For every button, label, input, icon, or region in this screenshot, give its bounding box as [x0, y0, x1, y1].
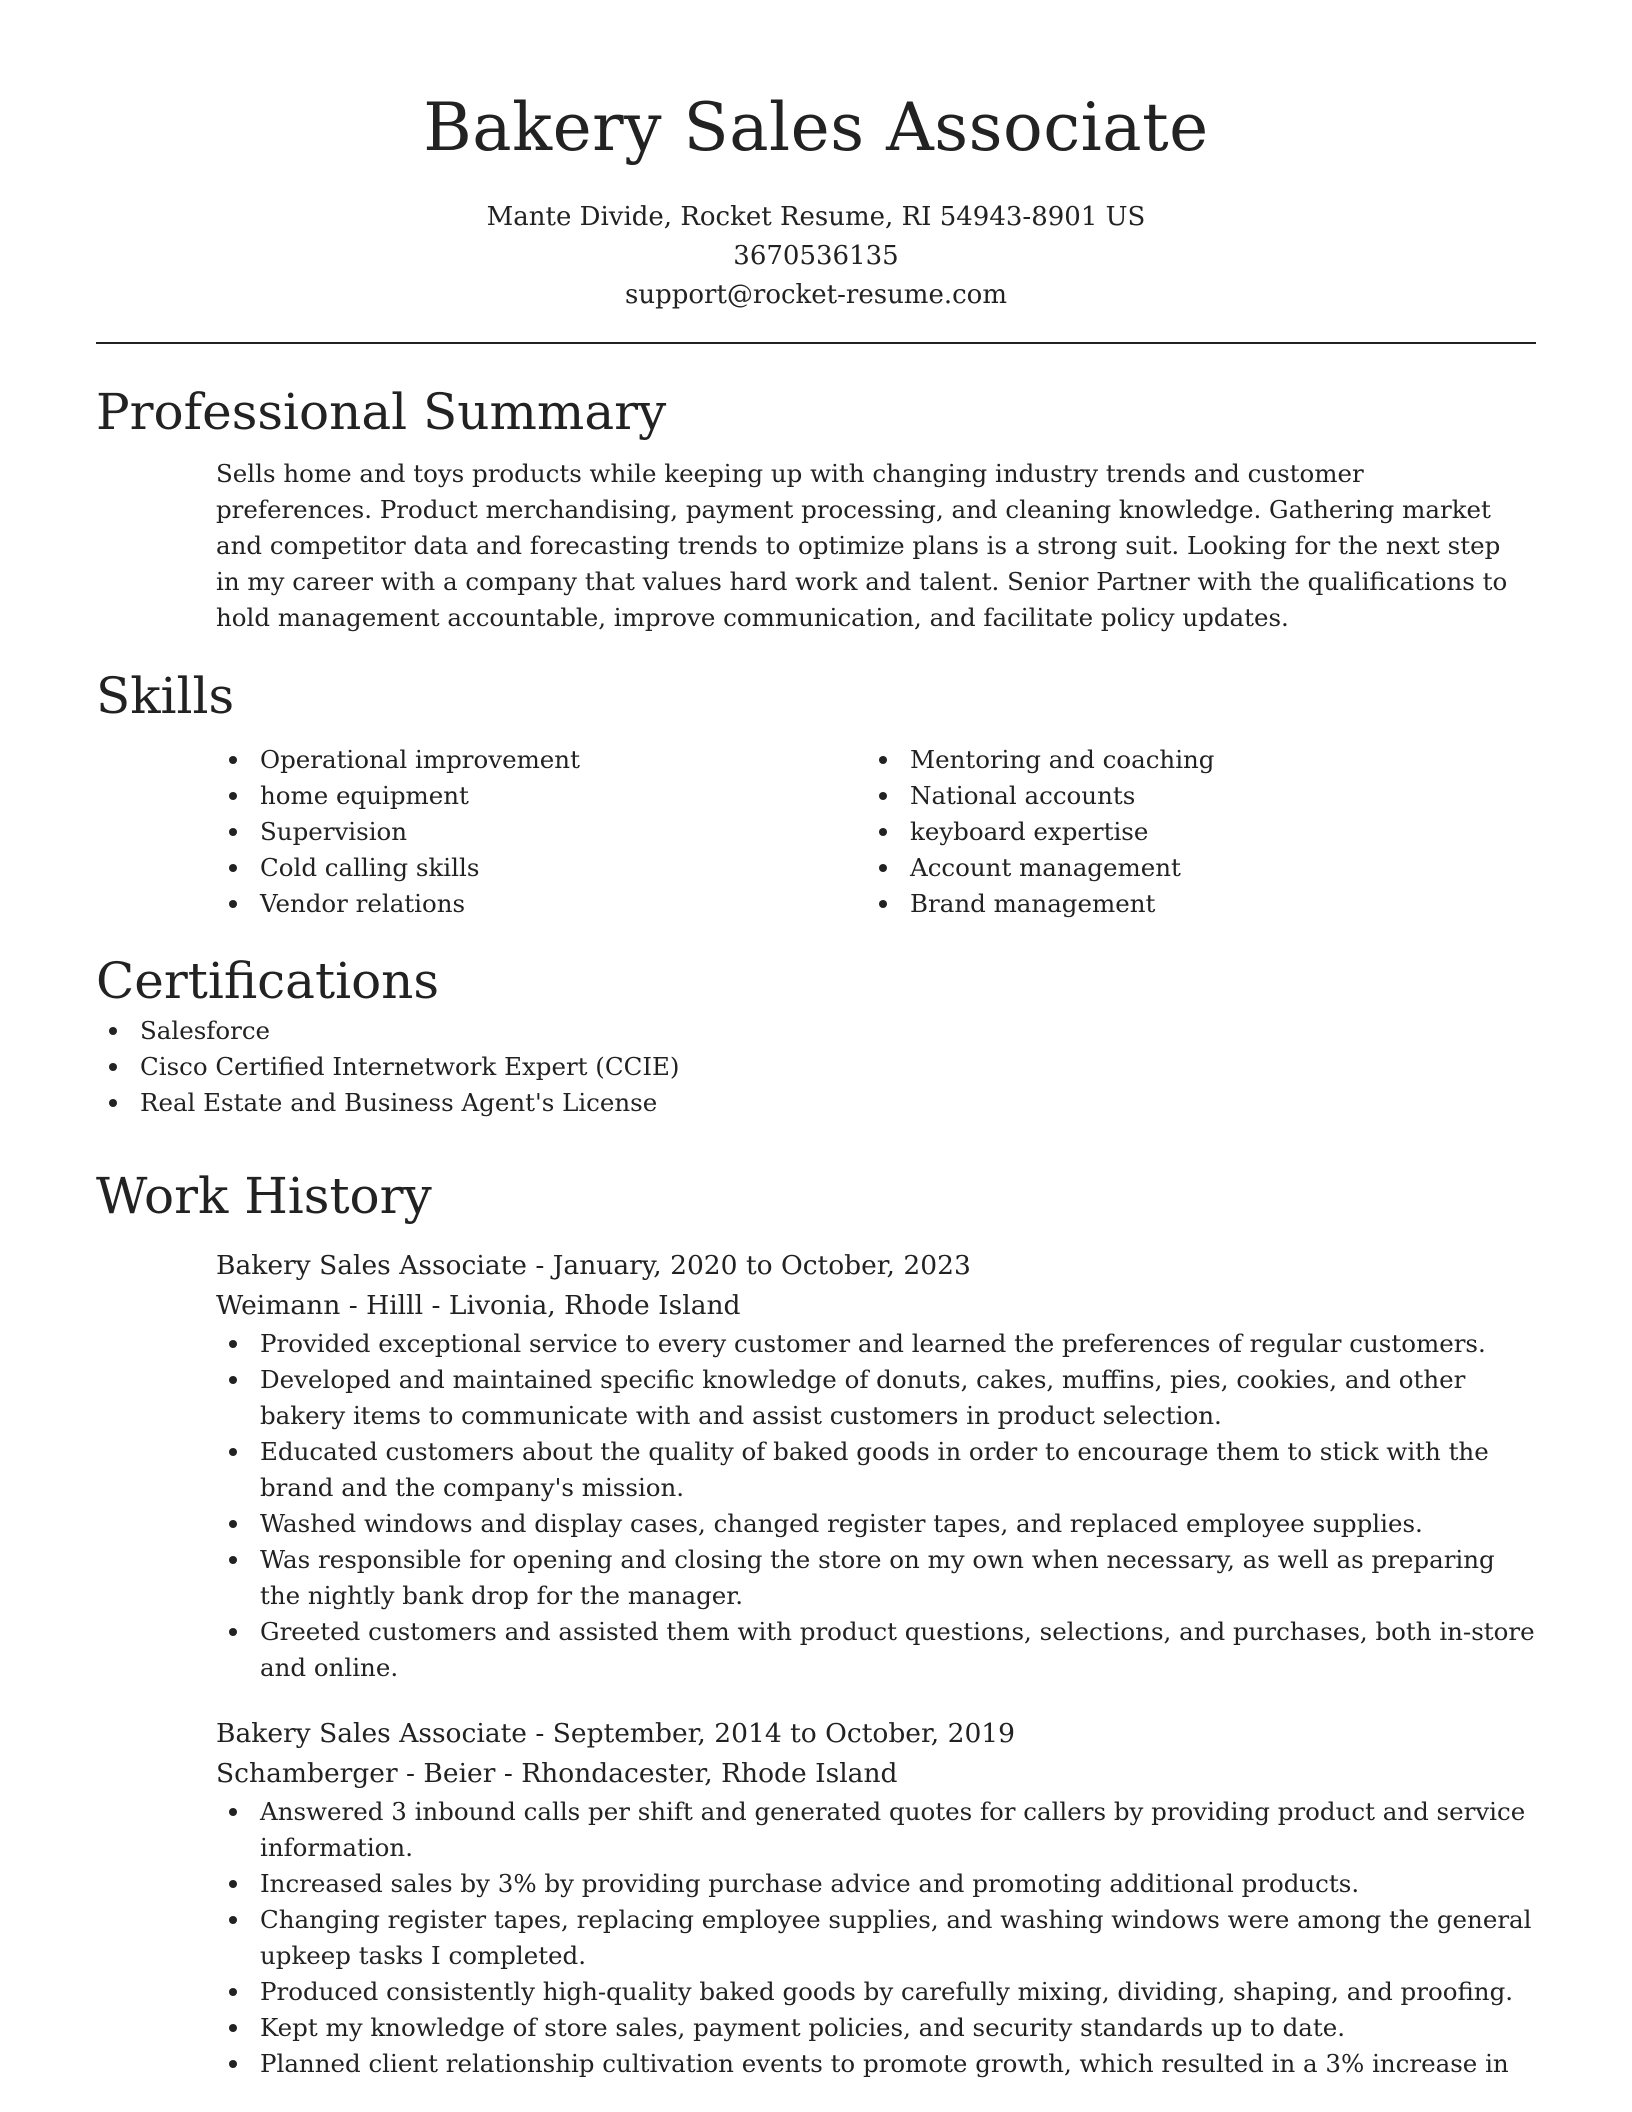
separator: -	[423, 1290, 449, 1321]
list-item: Cold calling skills	[216, 850, 866, 886]
list-item: Answered 3 inbound calls per shift and generated quotes for callers by providing product and service information.	[216, 1794, 1536, 1866]
section-title-summary: Professional Summary	[96, 383, 667, 441]
skills-list-right	[866, 742, 1516, 922]
summary-section	[96, 380, 1536, 636]
job-title-line	[216, 1714, 1536, 1754]
list-item: Mentoring and coaching	[866, 742, 1516, 778]
list-item: Brand management	[866, 886, 1516, 922]
list-item: Operational improvement	[216, 742, 866, 778]
list-item: Increased sales by 3% by providing purchase advice and promoting additional products.	[216, 1866, 1536, 1902]
certifications-section	[96, 949, 1536, 1121]
job-entry	[216, 1714, 1536, 2082]
list-item: Provided exceptional service to every customer and learned the preferences of regular customers.	[216, 1326, 1536, 1362]
job-title: Bakery Sales Associate	[216, 1718, 527, 1749]
phone: 3670536135	[733, 241, 899, 271]
job-title-line	[216, 1246, 1536, 1286]
list-item: Educated customers about the quality of baked goods in order to encourage them to stick with the brand and the company's mission.	[216, 1434, 1536, 1506]
job-company: Weimann - Hilll	[216, 1290, 424, 1321]
list-item: Was responsible for opening and closing the store on my own when necessary, as well as preparing the nightly bank drop for the manager.	[216, 1542, 1536, 1614]
job-dates: September, 2014 to October, 2019	[552, 1718, 1016, 1749]
email: support@rocket-resume.com	[624, 280, 1007, 310]
list-item: Washed windows and display cases, changed register tapes, and replaced employee supplies.	[216, 1506, 1536, 1542]
list-item: keyboard expertise	[866, 814, 1516, 850]
address: Mante Divide, Rocket Resume, RI 54943-8901 US	[486, 202, 1146, 232]
contact-info	[0, 198, 1632, 315]
section-title-certifications: Certifications	[96, 952, 440, 1010]
job-location: Livonia, Rhode Island	[448, 1290, 741, 1321]
list-item: Produced consistently high-quality baked goods by carefully mixing, dividing, shaping, and proofing.	[216, 1974, 1536, 2010]
job-bullets	[216, 1326, 1536, 1686]
list-item: home equipment	[216, 778, 866, 814]
header-divider	[96, 342, 1536, 344]
skills-section	[96, 664, 1536, 922]
section-title-work-history: Work History	[96, 1167, 432, 1225]
resume-header	[0, 0, 1632, 315]
list-item: Salesforce	[96, 1013, 1536, 1049]
skills-columns	[216, 742, 1536, 922]
certifications-list	[96, 1013, 1536, 1121]
job-company-line	[216, 1754, 1536, 1794]
list-item: Vendor relations	[216, 886, 866, 922]
list-item: Planned client relationship cultivation events to promote growth, which resulted in a 3% increase in	[216, 2046, 1536, 2082]
job-location: Rhondacester, Rhode Island	[521, 1758, 898, 1789]
list-item: National accounts	[866, 778, 1516, 814]
separator: -	[526, 1718, 553, 1749]
list-item: Greeted customers and assisted them with product questions, selections, and purchases, both in-store and online.	[216, 1614, 1536, 1686]
candidate-name: Bakery Sales Associate	[423, 89, 1209, 166]
work-history-section	[96, 1164, 1536, 2082]
skills-list-left	[216, 742, 866, 922]
list-item: Kept my knowledge of store sales, payment policies, and security standards up to date.	[216, 2010, 1536, 2046]
list-item: Developed and maintained specific knowledge of donuts, cakes, muffins, pies, cookies, and other bakery items to communicate with and assist customers in product selection.	[216, 1362, 1536, 1434]
job-title: Bakery Sales Associate	[216, 1250, 527, 1281]
summary-text: Sells home and toys products while keeping up with changing industry trends and customer preferences. Product merchandising, payment processing, and cleaning knowledge. Gathering market and competitor data and forecasting trends to optimize plans is a strong suit. Looking for the next step in my career with a company that values hard work and talent. Senior Partner with the qualifications to hold management accountable, improve communication, and facilitate policy updates.	[216, 459, 1508, 632]
separator: -	[495, 1758, 522, 1789]
job-bullets	[216, 1794, 1536, 2082]
job-company: Schamberger - Beier	[216, 1758, 496, 1789]
list-item: Supervision	[216, 814, 866, 850]
job-dates: January, 2020 to October, 2023	[552, 1250, 971, 1281]
list-item: Real Estate and Business Agent's License	[96, 1085, 1536, 1121]
list-item: Account management	[866, 850, 1516, 886]
section-title-skills: Skills	[96, 667, 235, 725]
separator: -	[526, 1250, 553, 1281]
job-entry	[216, 1246, 1536, 1686]
list-item: Changing register tapes, replacing employee supplies, and washing windows were among the general upkeep tasks I completed.	[216, 1902, 1536, 1974]
job-company-line	[216, 1286, 1536, 1326]
list-item: Cisco Certified Internetwork Expert (CCIE)	[96, 1049, 1536, 1085]
